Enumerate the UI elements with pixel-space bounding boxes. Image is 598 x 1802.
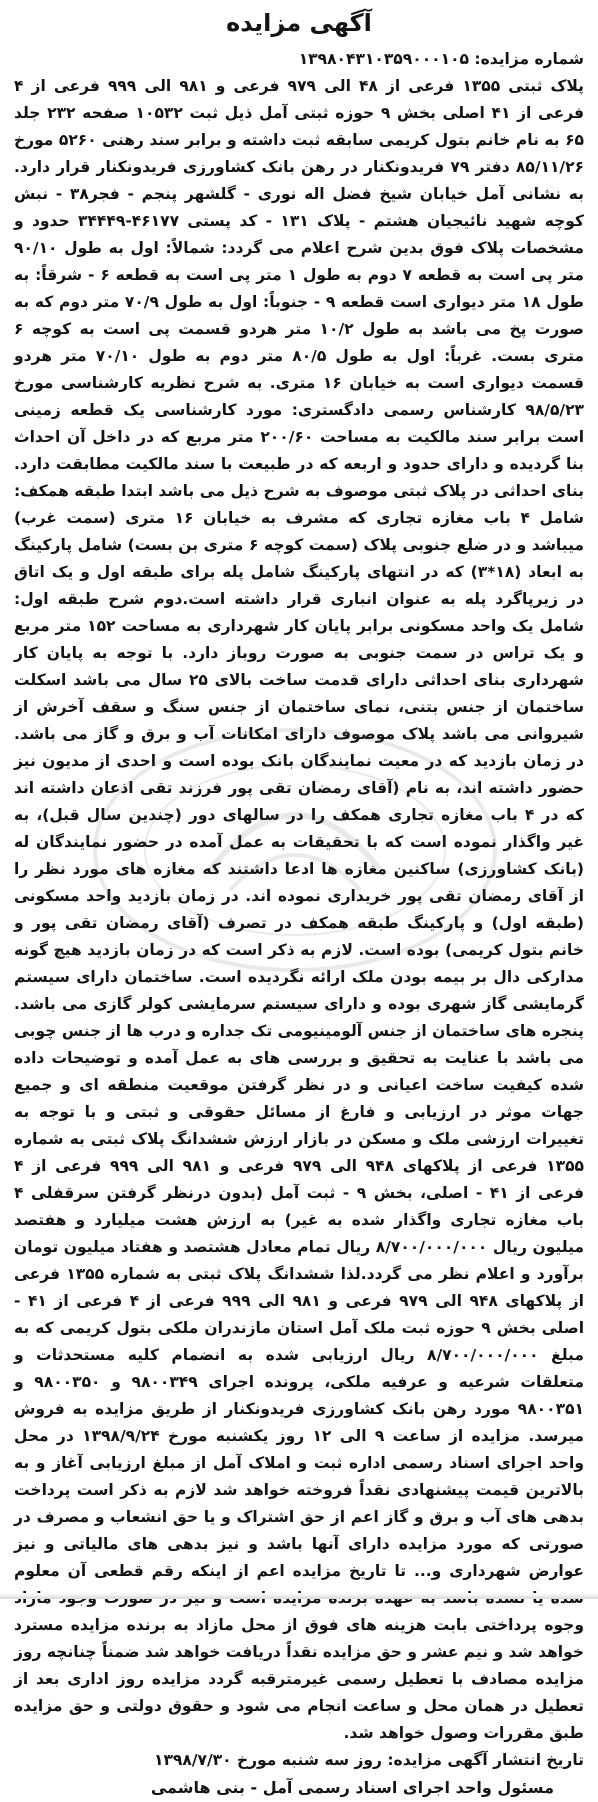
signature-line: مسئول واحد اجرای اسناد رسمی آمل - بنی هاشمی	[150, 1778, 554, 1797]
auction-number: شماره مزایده: ۱۳۹۸۰۴۳۱۰۳۵۹۰۰۰۱۰۵	[298, 50, 584, 68]
notice-body: پلاک ثبتی ۱۳۵۵ فرعی از ۴۸ الی ۹۷۹ فرعی و ۹۸۱ الی ۹۹۹ فرعی از ۴ فرعی از ۴۱ اصلی بخش ۹ حوزه ثبتی آمل ذیل ثبت ۱۰۵۳۲ صفحه ۲۳۲ جلد ۶۵ به نام خانم بتول کریمی سابقه ثبت داشته و برابر سند رهنی ۵۲۶۰ مورخ ۸۵/۱۱/۲۶ دفتر ۷۹ فریدونکنار در رهن بانک کشاورزی فریدونکنار قرار دارد. به نشانی آمل خیابان شیخ فضل اله نوری - گلشهر پنجم - فجر۳۸ - نبش کوچه شهید نائیجیان هشتم - پلاک ۱۳۱ - کد پستی ۴۶۱۷۷-۳۴۴۴۹ حدود و مشخصات پلاک فوق بدین شرح اعلام می گردد: شمالاً: اول به طول ۹۰/۱۰ متر پی است به قطعه ۷ دوم به طول ۱ متر پی است به قطعه ۶ - شرقاً: به طول ۱۸ متر دیواری است قطعه ۹ - جنوباً: اول به طول ۷۰/۹ متر دوم که به صورت پخ می باشد به طول ۱۰/۲ متر هردو قسمت پی است به کوچه ۶ متری بست. غرباً: اول به طول ۸۰/۵ متر دوم به طول ۷۰/۱۰ متر هردو قسمت دیواری است به خیابان ۱۶ متری. به شرح نظریه کارشناسی مورخ ۹۸/۵/۲۳ کارشناس رسمی دادگستری: مورد کارشناسی یک قطعه زمینی است برابر سند مالکیت به مساحت ۲۰۰/۶۰ متر مربع که در داخل آن احداث بنا گردیده و دارای حدود و اربعه که در طبیعت با سند مالکیت مطابقت دارد. بنای احداثی در پلاک ثبتی موصوف به شرح ذیل می باشد ابتدا طبقه همکف: شامل ۴ باب مغازه تجاری که مشرف به خیابان ۱۶ متری (سمت غرب) میباشد و در ضلع جنوبی پلاک (سمت کوچه ۶ متری بن بست) شامل پارکینگ به ابعاد (۱۸*۳) که در انتهای پارکینگ شامل پله برای طبقه اول و یک اتاق در زیرپاگرد پله به عنوان انباری قرار داشته است.دوم شرح طبقه اول: شامل یک واحد مسکونی برابر پایان کار شهرداری به مساحت ۱۵۲ متر مربع و یک تراس در سمت جنوبی به صورت روباز دارد. با توجه به پایان کار شهرداری بنای احداثی دارای قدمت ساخت بالای ۲۵ سال می باشد اسکلت ساختمان از جنس بتنی، نمای ساختمان از جنس سنگ و سقف آخرش از شیروانی می باشد پلاک موصوف دارای امکانات آب و برق و گاز می باشد. در زمان بازدید که در معیت نمایندگان بانک بوده است و احدی از مدیون نیز حضور داشته اند، به نام (آقای رمضان تقی پور فرزند تقی اذعان داشته اند که در ۴ باب مغازه تجاری همکف را در سالهای دور (چندین سال قبل)، به غیر واگذار نموده است که با تحقیقات به عمل آمده در حضور نمایندگان له (بانک کشاورزی) ساکنین مغازه ها ادعا داشتند که مغازه های مورد نظر را از آقای رمضان تقی پور خریداری نموده اند. در زمان بازدید واحد مسکونی (طبقه اول) و پارکینگ طبقه همکف در تصرف (آقای رمضان تقی پور و خانم بتول کریمی) بوده است. لازم به ذکر است که در زمان بازدید هیچ گونه مدارکی دال بر بیمه بودن ملک ارائه نگردیده است. ساختمان دارای سیستم گرمایشی گاز شهری بوده و دارای سیستم سرمایشی کولر گازی می باشد. پنجره های ساختمان از جنس آلومینیومی تک جداره و درب ها از جنس چوبی می باشد با عنایت به تحقیق و بررسی های به عمل آمده و توضیحات داده شده کیفیت ساخت اعیانی و در نظر گرفتن موقعیت منطقه ای و جمیع جهات موثر در ارزیابی و فارغ از مسائل حقوقی و ثبتی و با توجه به تغییرات ارزشی ملک و مسکن در بازار ارزش ششدانگ پلاک ثبتی به شماره ۱۳۵۵ فرعی از پلاکهای ۹۴۸ الی ۹۷۹ فرعی و ۹۸۱ الی ۹۹۹ فرعی از ۴ فرعی از ۴۱ - اصلی، بخش ۹ - ثبت آمل (بدون درنظر گرفتن سرقفلی ۴ باب مغازه تجاری واگذار شده به غیر) به ارزش هشت میلیارد و هفتصد میلیون ریال ۸/۷۰۰/۰۰۰/۰۰۰ ریال تمام معادل هشتصد و هفتاد میلیون تومان برآورد و اعلام نظر می گردد.لذا ششدانگ پلاک ثبتی به شماره ۱۳۵۵ فرعی از پلاکهای ۹۴۸ الی ۹۷۹ فرعی و ۹۸۱ الی ۹۹۹ فرعی از ۴ فرعی از ۴۱ - اصلی بخش ۹ حوزه ثبت ملک آمل استان مازندران ملکی بتول کریمی که به مبلغ ۸/۷۰۰/۰۰۰/۰۰۰ ریال ارزیابی شده به انضمام کلیه مستحدثات و متعلقات شرعیه و عرفیه ملکی، پرونده اجرای ۹۸۰۰۳۴۹ و ۹۸۰۰۳۵۰ و ۹۸۰۰۳۵۱ مورد رهن بانک کشاورزی فریدونکنار از طریق مزایده به فروش میرسد. مزایده از ساعت ۹ الی ۱۲ روز یکشنبه مورخ ۱۳۹۸/۹/۲۴ در محل واحد اجرای اسناد رسمی اداره ثبت و املاک آمل از مبلغ ارزیابی آغاز و به بالاترین قیمت پیشنهادی نقداً فروخته خواهد شد لازم به ذکر است پرداخت بدهی های آب و برق و گاز اعم از حق اشتراک و یا حق انشعاب و مصرف در صورتی که مورد مزایده دارای آنها باشد و نیز بدهی های مالیاتی و نیز عوارض شهرداری و... تا تاریخ مزایده اعم از اینکه رقم قطعی آن معلوم وجوه پرداختی بابت هزینه های فوق از محل مازاد به برنده مزایده مسترد خواهد شد و نیم عشر و حق مزایده نقداً دریافت خواهد شد ضمناً چنانچه روز مزایده مصادف با تعطیل رسمی غیرمترقبه گردد مزایده روز اداری بعد از تعطیل در همان محل و ساعت انجام می شود و حقوق دولتی و حق مزایده طبق مقررات وصول خواهد شد.	[14, 77, 585, 1742]
notice-title: آگهی مزایده	[226, 9, 372, 37]
page-bottom-edge	[0, 1593, 598, 1599]
publish-date: تاریخ انتشار آگهی مزایده: روز سه شنبه مورخ ۱۳۹۸/۷/۳۰	[154, 1751, 584, 1769]
auction-notice	[14, 6, 585, 1797]
